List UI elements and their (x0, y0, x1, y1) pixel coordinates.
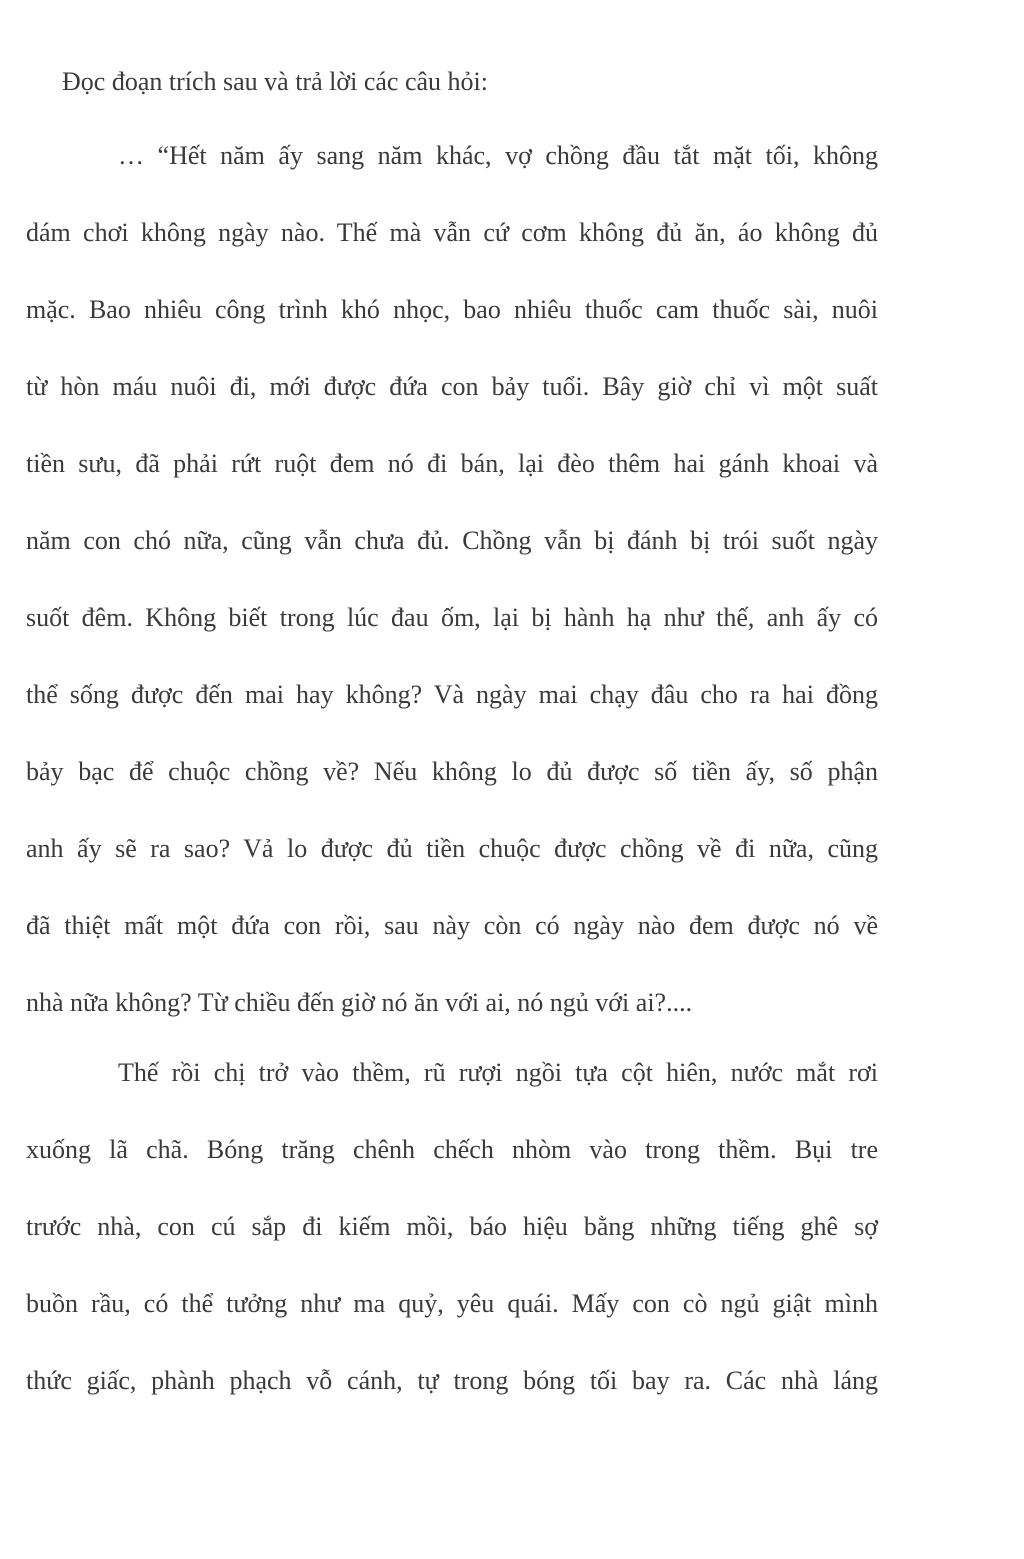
paragraph1-line: tiền sưu, đã phải rứt ruột đem nó đi bán, lại đèo thêm hai gánh khoai và (26, 449, 878, 478)
instruction-text: Đọc đoạn trích sau và trả lời các câu hỏi: (62, 67, 488, 96)
paragraph2-line: buồn rầu, có thể tưởng như ma quỷ, yêu quái. Mấy con cò ngủ giật mình (26, 1289, 878, 1318)
paragraph1-line: nhà nữa không? Từ chiều đến giờ nó ăn với ai, nó ngủ với ai?.... (26, 988, 693, 1017)
paragraph2-line: xuống lã chã. Bóng trăng chênh chếch nhòm vào trong thềm. Bụi tre (26, 1135, 878, 1164)
paragraph2-line: trước nhà, con cú sắp đi kiếm mồi, báo hiệu bằng những tiếng ghê sợ (26, 1212, 878, 1241)
paragraph1-line: suốt đêm. Không biết trong lúc đau ốm, lại bị hành hạ như thế, anh ấy có (26, 603, 878, 632)
paragraph2-line: thức giấc, phành phạch vỗ cánh, tự trong bóng tối bay ra. Các nhà láng (26, 1366, 878, 1395)
paragraph1-line: từ hòn máu nuôi đi, mới được đứa con bảy tuổi. Bây giờ chỉ vì một suất (26, 372, 878, 401)
paragraph1-line: thể sống được đến mai hay không? Và ngày mai chạy đâu cho ra hai đồng (26, 680, 878, 709)
paragraph1-line: … “Hết năm ấy sang năm khác, vợ chồng đầu tắt mặt tối, không (118, 141, 878, 170)
paragraph1-line: đã thiệt mất một đứa con rồi, sau này còn có ngày nào đem được nó về (26, 911, 878, 940)
paragraph2-line: Thế rồi chị trở vào thềm, rũ rượi ngồi tựa cột hiên, nước mắt rơi (118, 1058, 878, 1087)
paragraph1-line: anh ấy sẽ ra sao? Vả lo được đủ tiền chuộc được chồng về đi nữa, cũng (26, 834, 878, 863)
paragraph1-line: năm con chó nữa, cũng vẫn chưa đủ. Chồng vẫn bị đánh bị trói suốt ngày (26, 526, 878, 555)
paragraph1-line: dám chơi không ngày nào. Thế mà vẫn cứ cơm không đủ ăn, áo không đủ (26, 218, 878, 247)
paragraph1-line: mặc. Bao nhiêu công trình khó nhọc, bao nhiêu thuốc cam thuốc sài, nuôi (26, 295, 878, 324)
paragraph1-line: bảy bạc để chuộc chồng về? Nếu không lo đủ được số tiền ấy, số phận (26, 757, 878, 786)
